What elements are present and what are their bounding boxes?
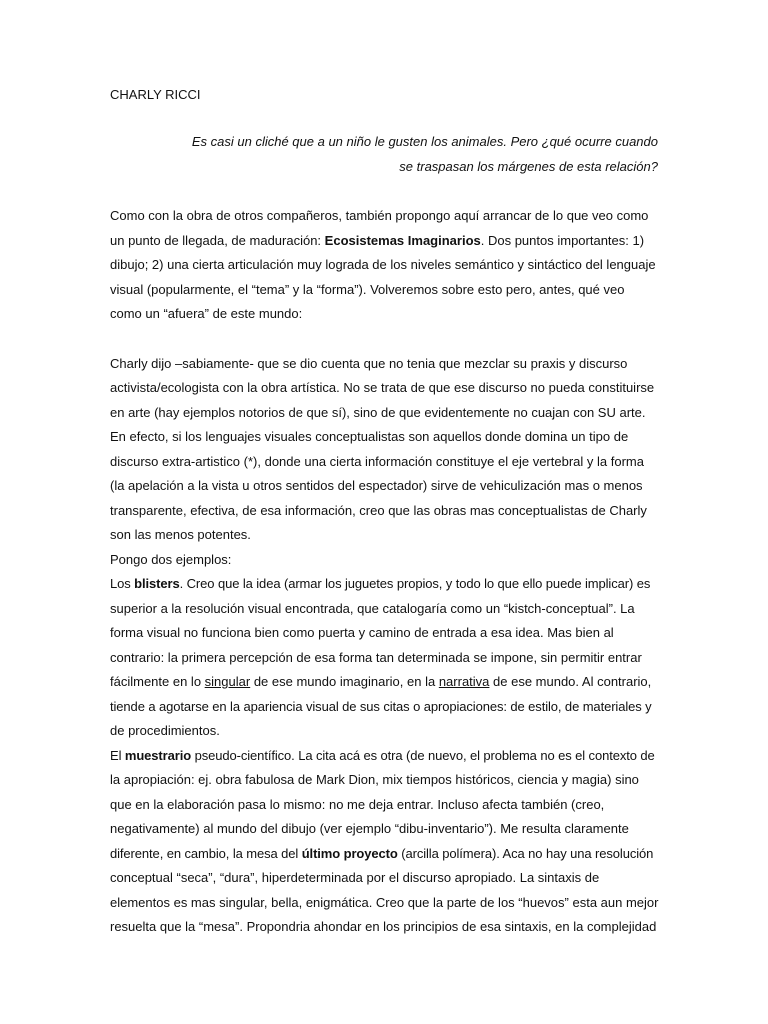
text-line: (la apelación a la vista u otros sentidos del espectador) sirve de vehiculización mas o menos — [110, 478, 643, 493]
text-line: conceptual “seca”, “dura”, hiperdeterminada por el discurso apropiado. La sintaxis de — [110, 870, 600, 885]
text-line: elementos es mas singular, bella, enigmática. Creo que la parte de los “huevos” esta aun mejor — [110, 894, 659, 910]
text-line: activista/ecologista con la obra artística. No se trata de que ese discurso no pueda constituirse — [110, 380, 655, 395]
text-line: Pongo dos ejemplos: — [110, 551, 232, 567]
bold-term: último proyecto — [301, 845, 398, 861]
bold-term: muestrario — [124, 747, 192, 763]
text-line: discurso extra-artistico (*), donde una cierta información constituye el eje vertebral y la forma — [110, 453, 644, 469]
text-line: Como con la obra de otros compañeros, también propongo aquí arrancar de lo que veo como — [110, 208, 649, 223]
text-run: diferente, en cambio, la mesa del — [110, 845, 302, 861]
underlined-term: singular — [204, 674, 251, 689]
text-run: . Creo que la idea (armar los juguetes propios, y todo lo que ello puede implicar) es — [179, 576, 651, 591]
text-run: de ese mundo imaginario, en la — [250, 674, 439, 689]
text-line: contrario: la primera percepción de esa forma tan determinada se impone, sin permitir entrar — [110, 649, 642, 665]
text-line: son las menos potentes. — [110, 527, 251, 542]
text-line — [110, 670, 658, 695]
text-run: (arcilla polímera). Aca no hay una resolución — [397, 845, 654, 861]
text-line: En efecto, si los lenguajes visuales conceptualistas son aquellos donde domina un tipo de — [110, 429, 629, 444]
paragraph-critique — [110, 352, 658, 940]
text-run: pseudo-científico. La cita acá es otra (de nuevo, el problema no es el contexto de — [191, 747, 655, 763]
text-line: forma visual no funciona bien como puerta y camino de entrada a esa idea. Mas bien al — [110, 625, 614, 640]
text-line: de procedimientos. — [110, 723, 220, 738]
text-run: fácilmente en lo — [110, 674, 205, 689]
bold-term: blisters — [134, 576, 180, 591]
text-line: transparente, efectiva, de esa información, creo que las obras mas conceptualistas de Charly — [110, 502, 647, 518]
text-line: como un “afuera” de este mundo: — [110, 306, 303, 321]
text-line: que en la elaboración pasa lo mismo: no me deja entrar. Incluso afecta también (creo, — [110, 796, 605, 812]
text-line — [110, 572, 658, 597]
text-run: de ese mundo. Al contrario, — [489, 674, 652, 689]
bold-term: Ecosistemas Imaginarios — [324, 232, 481, 248]
text-line: Charly dijo –sabiamente- que se dio cuenta que no tenia que mezclar su praxis y discurso — [110, 355, 628, 371]
text-line: la apropiación: ej. obra fabulosa de Mark Dion, mix tiempos históricos, ciencia y magia) sino — [110, 772, 639, 787]
text-line: visual (popularmente, el “tema” y la “forma”). Volveremos sobre esto pero, antes, qué veo — [110, 281, 625, 297]
epigraph — [190, 130, 658, 179]
text-run: . Dos puntos importantes: 1) — [480, 232, 645, 248]
underlined-term: narrativa — [438, 674, 490, 689]
text-line: negativamente) al mundo del dibujo (ver ejemplo “dibu-inventario”). Me resulta claramente — [110, 821, 629, 836]
text-run: Los — [110, 576, 135, 591]
text-run: El — [110, 747, 125, 763]
text-line — [110, 842, 658, 867]
epigraph-line: Es casi un cliché que a un niño le gusten los animales. Pero ¿qué ocurre cuando — [191, 134, 658, 149]
text-line — [110, 744, 658, 769]
author-name: CHARLY RICCI — [110, 87, 201, 102]
paragraph-intro — [110, 204, 658, 327]
text-line — [110, 229, 658, 254]
text-line: tiende a agotarse en la apariencia visual de sus citas o apropiaciones: de estilo, de materiales y — [110, 698, 652, 714]
epigraph-line: se traspasan los márgenes de esta relación? — [399, 158, 658, 174]
text-line: dibujo; 2) una cierta articulación muy lograda de los niveles semántico y sintáctico del lenguaje — [110, 257, 656, 272]
text-line: resuelta que la “mesa”. Propondria ahondar en los principios de esa sintaxis, en la complejidad — [110, 919, 657, 934]
text-line: superior a la resolución visual encontrada, que catalogaría como un “kistch-conceptual”. La — [110, 600, 635, 616]
text-run: un punto de llegada, de maduración: — [110, 232, 325, 248]
text-line: en arte (hay ejemplos notorios de que sí), sino de que evidentemente no cuajan con SU arte. — [110, 404, 646, 420]
